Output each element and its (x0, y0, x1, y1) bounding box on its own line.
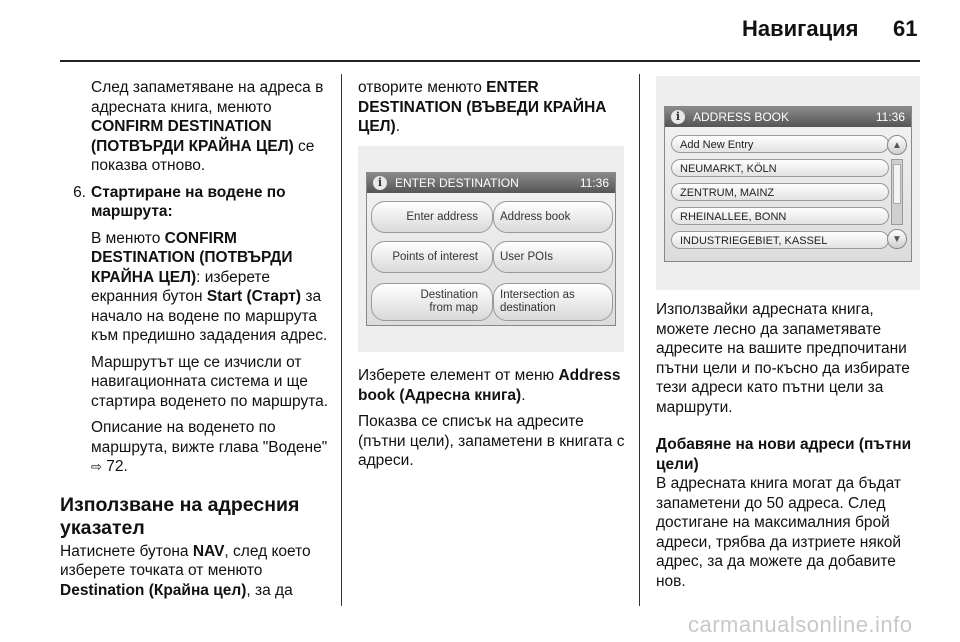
address-book-description: Използвайки адресната книга, можете лесно да запаметявате адресите на вашите предпочитани пътни цели и по-късно да избирате тези адреси като пътни цели за маршрути. (656, 301, 910, 416)
scroll-down-icon[interactable]: ▼ (887, 229, 907, 249)
info-icon: i (373, 176, 387, 190)
text: В менюто (91, 229, 165, 247)
text: отворите менюто (358, 79, 487, 96)
info-icon: i (671, 110, 685, 124)
address-list-text: Показва се списък на адресите (пътни цели), запаметени в книгата с адреси. (358, 413, 625, 469)
button-label: destination (500, 302, 556, 314)
paragraph-after-save (60, 78, 330, 183)
scrollbar[interactable] (891, 159, 903, 225)
step-6 (60, 183, 330, 484)
button-label: Address book (500, 210, 571, 223)
scroll-up-icon[interactable]: ▲ (887, 135, 907, 155)
button-name: NAV (192, 542, 225, 560)
text: . (521, 386, 526, 404)
text: се показва отново. (91, 137, 315, 174)
column-divider-1 (341, 74, 342, 606)
step-number: 6. (73, 183, 86, 201)
text: за начало на водене по маршрута към предишно зададения адрес. (91, 288, 328, 344)
destination-from-map-button[interactable] (371, 283, 493, 321)
watermark: carmanualsonline.info (688, 612, 913, 637)
screen-title-bar (367, 173, 615, 193)
text: , след което изберете точката от менюто (60, 542, 311, 579)
enter-destination-screenshot (358, 146, 624, 352)
text: След запаметяване на адреса в адресната книга, менюто (91, 79, 324, 116)
section-heading: Използване на адресния указател (60, 493, 300, 539)
subsection-heading: Добавяне на нови адреси (пътни цели) (656, 436, 912, 473)
text: : изберете екранния бутон (91, 268, 270, 305)
screen-title: ENTER DESTINATION (395, 176, 519, 190)
column-1 (60, 78, 330, 607)
column-2 (358, 78, 626, 144)
page-reference[interactable]: 72. (101, 458, 128, 475)
column-divider-2 (639, 74, 640, 606)
arrow-icon: ⇨ (91, 459, 102, 474)
text: Описание на воденето по маршрута, вижте глава "Водене" (91, 419, 328, 456)
button-label: from map (429, 302, 478, 314)
address-entry[interactable]: Add New Entry (671, 135, 889, 153)
screen-title: ADDRESS BOOK (693, 110, 790, 124)
add-address-text: В адресната книга могат да бъдат запаметени до 50 адреса. След достигане на максималния брой адреси, трябва да изтриете някой адрес, за да можете да добавите нов. (656, 475, 901, 590)
text: Натиснете бутона (60, 542, 193, 560)
screen-title-bar (665, 107, 911, 127)
button-label: Destination (420, 289, 478, 301)
address-entry[interactable]: ZENTRUM, MAINZ (671, 183, 889, 201)
address-book-screenshot (656, 76, 920, 290)
address-entry[interactable]: INDUSTRIEGEBIET, KASSEL (671, 231, 889, 249)
menu-name: CONFIRM DESTINATION (ПОТВЪРДИ КРАЙНА ЦЕЛ) (91, 118, 294, 155)
menu-name: ENTER DESTINATION (ВЪВЕДИ КРАЙНА ЦЕЛ) (358, 79, 607, 135)
button-name: Start (Старт) (206, 288, 302, 305)
page-number: 61 (893, 16, 918, 41)
text: Изберете елемент от меню (358, 367, 559, 384)
header-rule (60, 60, 920, 62)
page-header-title: Навигация (742, 16, 859, 41)
user-pois-button[interactable] (493, 241, 613, 273)
menu-name: Destination (Крайна цел) (60, 581, 247, 599)
clock: 11:36 (875, 110, 905, 124)
column-3 (656, 300, 922, 598)
scroll-thumb[interactable] (893, 164, 901, 204)
menu-item-name: Address book (Адресна книга) (358, 367, 621, 404)
button-label: Enter address (406, 210, 478, 223)
step-title: Стартиране на водене по маршрута: (91, 183, 286, 220)
button-label: Intersection as (500, 289, 575, 301)
menu-name: CONFIRM DESTINATION (ПОТВЪРДИ КРАЙНА ЦЕЛ) (91, 229, 293, 286)
address-entry[interactable]: RHEINALLEE, BONN (671, 207, 889, 225)
address-book-button[interactable] (493, 201, 613, 233)
text: , за да (246, 581, 293, 599)
button-label: Points of interest (392, 250, 478, 263)
address-entry[interactable]: NEUMARKT, KÖLN (671, 159, 889, 177)
intersection-button[interactable] (493, 283, 613, 321)
clock: 11:36 (579, 176, 609, 190)
points-of-interest-button[interactable] (371, 241, 493, 273)
route-calc-text: Маршрутът ще се изчисли от навигационната система и ще стартира воденето по маршрута. (91, 353, 329, 410)
enter-address-button[interactable] (371, 201, 493, 233)
column-2-lower (358, 366, 626, 478)
text: . (395, 118, 401, 135)
button-label: User POIs (500, 250, 554, 263)
